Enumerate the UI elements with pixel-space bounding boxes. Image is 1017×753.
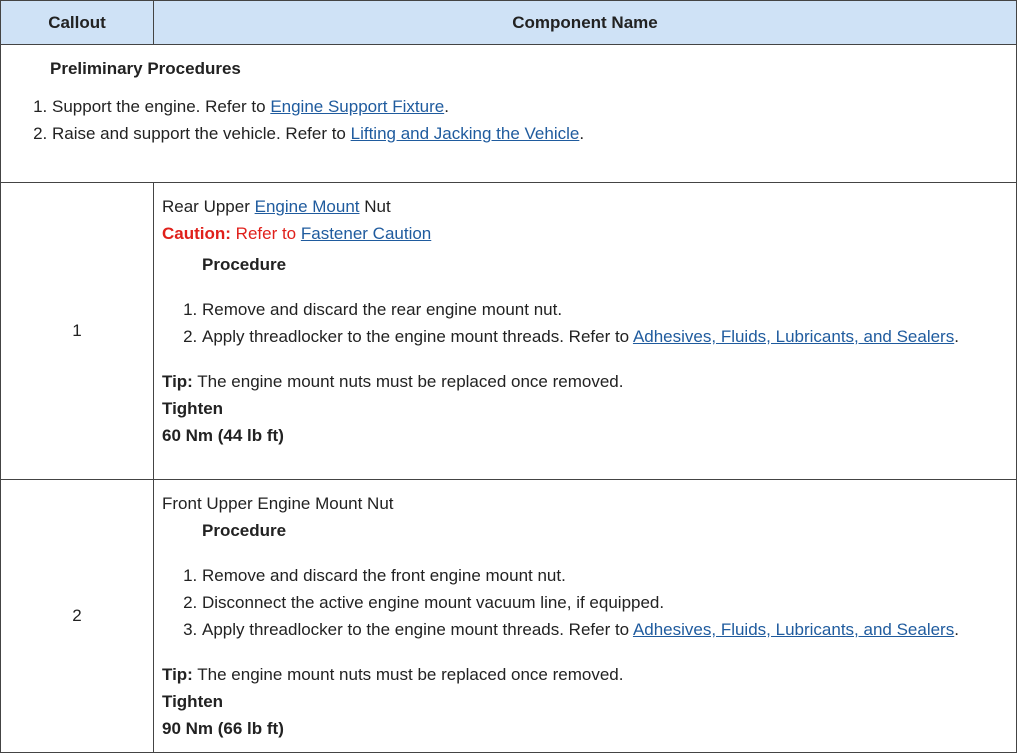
- preliminary-row: [1, 45, 1017, 183]
- procedure-steps: [162, 296, 1008, 350]
- torque-value: 60 Nm (44 lb ft): [162, 426, 284, 445]
- list-item: [202, 323, 1008, 350]
- procedure-title: Procedure: [202, 521, 287, 540]
- step-text: Remove and discard the rear engine mount nut.: [202, 300, 563, 319]
- lifting-jacking-link[interactable]: Lifting and Jacking the Vehicle: [350, 124, 580, 143]
- list-item: [202, 296, 1008, 323]
- component-cell: [154, 480, 1017, 753]
- step-text: Apply threadlocker to the engine mount threads. Refer to: [202, 327, 633, 346]
- component-name-suffix: Nut: [359, 197, 391, 216]
- caution-label: Caution:: [162, 224, 231, 243]
- procedure-steps: [162, 562, 1008, 643]
- tip-text: The engine mount nuts must be replaced once removed.: [192, 665, 624, 684]
- engine-support-fixture-link[interactable]: Engine Support Fixture: [270, 97, 445, 116]
- step-text: Disconnect the active engine mount vacuum line, if equipped.: [202, 593, 665, 612]
- fastener-caution-link[interactable]: Fastener Caution: [300, 224, 432, 243]
- step-text: Support the engine. Refer to: [52, 97, 271, 116]
- tip-label: Tip:: [162, 665, 193, 684]
- step-punct: .: [954, 327, 959, 346]
- step-punct: .: [954, 620, 959, 639]
- tighten-label: Tighten: [162, 399, 224, 418]
- component-name: Front Upper Engine Mount Nut: [162, 494, 394, 513]
- preliminary-steps: [19, 93, 998, 147]
- component-name: [162, 193, 1008, 220]
- callout-number: 2: [1, 480, 154, 753]
- header-component-name: Component Name: [154, 1, 1017, 45]
- component-cell: [154, 183, 1017, 480]
- tip-label: Tip:: [162, 372, 193, 391]
- tip-text: The engine mount nuts must be replaced once removed.: [192, 372, 624, 391]
- preliminary-cell: [1, 45, 1017, 183]
- tip-line: [162, 368, 1008, 395]
- adhesives-fluids-link[interactable]: Adhesives, Fluids, Lubricants, and Sealers: [632, 620, 955, 639]
- header-callout: Callout: [1, 1, 154, 45]
- list-item: [202, 562, 1008, 589]
- adhesives-fluids-link[interactable]: Adhesives, Fluids, Lubricants, and Sealers: [632, 327, 955, 346]
- list-item: [52, 120, 998, 147]
- step-text: Apply threadlocker to the engine mount threads. Refer to: [202, 620, 633, 639]
- torque-value: 90 Nm (66 lb ft): [162, 719, 284, 738]
- table-row: [1, 480, 1017, 753]
- table-row: [1, 183, 1017, 480]
- preliminary-title: Preliminary Procedures: [50, 59, 241, 78]
- tip-line: [162, 661, 1008, 688]
- callout-number: 1: [1, 183, 154, 480]
- list-item: [202, 589, 1008, 616]
- caution-line: [162, 220, 1008, 247]
- list-item: [202, 616, 1008, 643]
- step-punct: .: [579, 124, 585, 143]
- procedure-title: Procedure: [202, 255, 287, 274]
- caution-text: Refer to: [230, 224, 301, 243]
- step-text: Remove and discard the front engine mount nut.: [202, 566, 566, 585]
- component-name-prefix: Rear Upper: [162, 197, 255, 216]
- tighten-label: Tighten: [162, 692, 224, 711]
- table-header-row: [1, 1, 1017, 45]
- step-punct: .: [444, 97, 449, 116]
- engine-mount-link[interactable]: Engine Mount: [254, 197, 360, 216]
- step-text: Raise and support the vehicle. Refer to: [52, 124, 351, 143]
- list-item: [52, 93, 998, 120]
